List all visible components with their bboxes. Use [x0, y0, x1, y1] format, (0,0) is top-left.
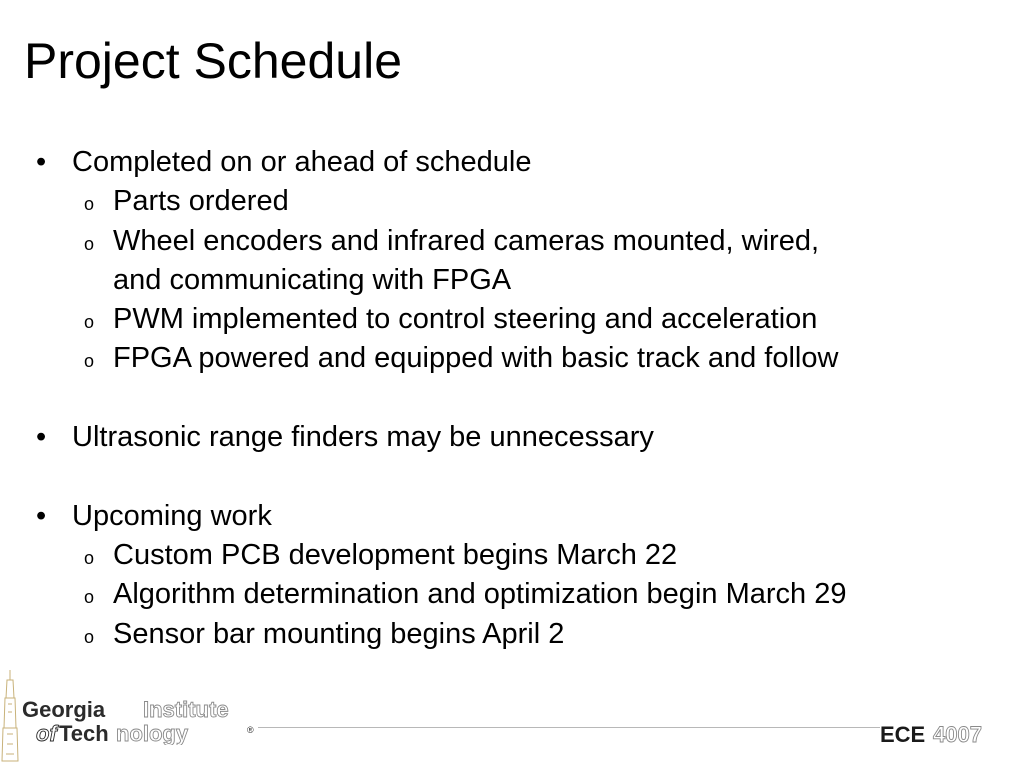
course-prefix: ECE — [880, 722, 926, 747]
sub-bullet-text: PWM implemented to control steering and acceleration — [113, 303, 818, 336]
sub-bullet-item — [0, 182, 1023, 221]
sub-bullet-marker: o — [84, 626, 95, 647]
bullet-marker: • — [36, 421, 47, 454]
bullet-item — [0, 143, 1023, 182]
bullet-text: Completed on or ahead of schedule — [72, 146, 532, 178]
bullet-list — [0, 143, 1023, 654]
sub-bullet-marker: o — [84, 194, 95, 215]
logo-word-nology: nology — [116, 721, 189, 745]
course-number: 4007 — [933, 722, 982, 747]
sub-bullet-marker: o — [84, 312, 95, 333]
sub-bullet-marker: o — [84, 547, 95, 568]
bullet-item — [0, 418, 1023, 457]
footer-divider — [258, 727, 880, 728]
bullet-text: Ultrasonic range finders may be unnecessary — [72, 421, 654, 454]
bullet-text: Upcoming work — [72, 499, 272, 532]
logo-word-georgia: Georgia — [22, 697, 106, 722]
tech-tower-graphic — [0, 668, 20, 763]
sub-bullet-text: Parts ordered — [113, 185, 289, 218]
sub-bullet-marker: o — [84, 587, 95, 608]
georgia-tech-logo — [22, 697, 282, 745]
sub-bullet-text: FPGA powered and equipped with basic track and follow — [113, 342, 839, 375]
sub-bullet-text: Sensor bar mounting begins April 2 — [113, 617, 565, 650]
sub-bullet-item — [0, 222, 1023, 301]
course-number-logo — [878, 720, 1004, 748]
slide-title: Project Schedule — [24, 33, 403, 89]
logo-word-of: of — [36, 721, 57, 745]
sub-bullet-text: Wheel encoders and infrared cameras mounted, wired, — [113, 224, 820, 257]
sub-bullet-item — [0, 300, 1023, 339]
sub-bullet-marker: o — [84, 351, 95, 372]
logo-trademark: ® — [247, 725, 254, 735]
sub-bullet-text-continuation: and communicating with FPGA — [113, 263, 512, 296]
sub-bullet-item — [0, 615, 1023, 654]
logo-word-institute: Institute — [143, 697, 229, 722]
slide-footer — [0, 668, 1023, 767]
sub-bullet-text: Custom PCB development begins March 22 — [113, 538, 678, 571]
bullet-marker: • — [36, 499, 47, 532]
sub-bullet-item — [0, 575, 1023, 614]
sub-bullet-text: Algorithm determination and optimization begin March 29 — [113, 578, 847, 611]
sub-bullet-marker: o — [84, 233, 95, 254]
logo-word-tech: Tech — [59, 721, 109, 745]
sub-bullet-item — [0, 536, 1023, 575]
bullet-item — [0, 497, 1023, 536]
sub-bullet-item — [0, 339, 1023, 378]
bullet-marker: • — [36, 146, 47, 178]
